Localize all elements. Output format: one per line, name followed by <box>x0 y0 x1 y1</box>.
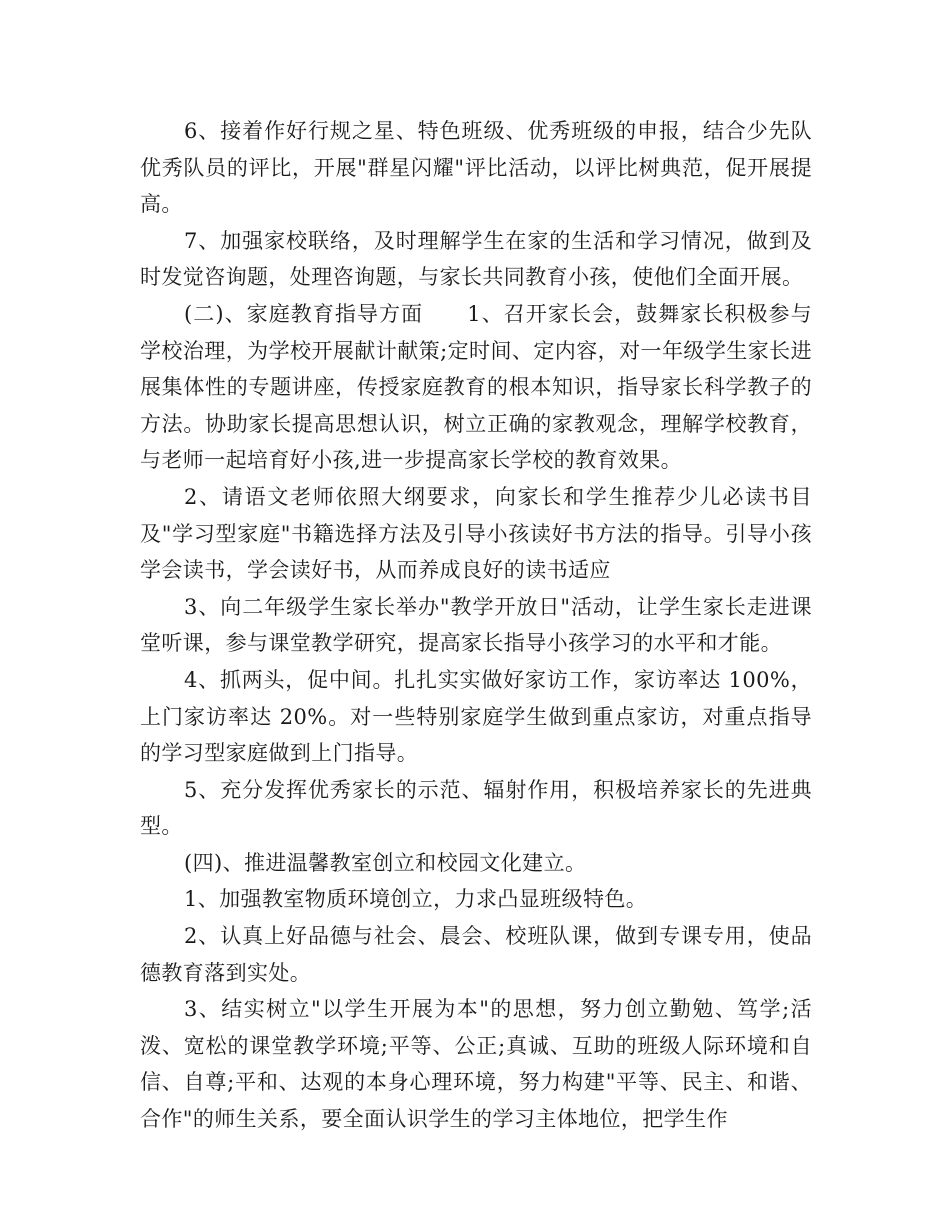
paragraph-item-2-moral: 2、认真上好品德与社会、晨会、校班队课，做到专课专用，使品德教育落到实处。 <box>140 924 812 985</box>
paragraph-section-4-heading: (四)、推进温馨教室创立和校园文化建立。 <box>184 850 587 875</box>
paragraph-item-5: 5、充分发挥优秀家长的示范、辐射作用，积极培养家长的先进典型。 <box>140 777 812 839</box>
paragraph-item-6: 6、接着作好行规之星、特色班级、优秀班级的申报，结合少先队优秀队员的评比，开展"群星闪耀"评比活动，以评比树典范，促开展提高。 <box>140 119 812 217</box>
paragraph-item-7: 7、加强家校联络，及时理解学生在家的生活和学习情况，做到及时发觉咨询题，处理咨询题，与家长共同教育小孩，使他们全面开展。 <box>140 228 812 290</box>
paragraph-item-1: 1、加强教室物质环境创立，力求凸显班级特色。 <box>184 887 648 912</box>
paragraph-section-2-family-guidance: (二)、家庭教育指导方面 1、召开家长会，鼓舞家长积极参与学校治理，为学校开展献计献策;定时间、定内容，对一年级学生家长进展集体性的专题讲座，传授家庭教育的根本知识，指导家长科学教子的方法。协助家长提高思想认识，树立正确的家教观念，理解学校教育，与老师一起培育好小孩,进一步提高家长学校的教育效果。 <box>140 301 812 473</box>
paragraph-item-3-philosophy: 3、结实树立"以学生开展为本"的思想，努力创立勤勉、笃学;活泼、宽松的课堂教学环境;平等、公正;真诚、互助的班级人际环境和自信、自尊;平和、达观的本身心理环境，努力构建"平等、民主、和谐、合作"的师生关系，要全面认识学生的学习主体地位，把学生作 <box>140 997 812 1132</box>
paragraph-item-4: 4、抓两头，促中间。扎扎实实做好家访工作，家访率达 100%，上门家访率达 20%。对一些特别家庭学生做到重点家访，对重点指导的学习型家庭做到上门指导。 <box>140 667 812 766</box>
document-body <box>140 113 812 1138</box>
paragraph-item-2: 2、请语文老师依照大纲要求，向家长和学生推荐少儿必读书目及"学习型家庭"书籍选择方法及引导小孩读好书方法的指导。引导小孩学会读书，学会读好书，从而养成良好的读书适应 <box>140 484 812 583</box>
paragraph-item-3: 3、向二年级学生家长举办"教学开放日"活动，让学生家长走进课堂听课，参与课堂教学研究，提高家长指导小孩学习的水平和才能。 <box>140 594 812 656</box>
